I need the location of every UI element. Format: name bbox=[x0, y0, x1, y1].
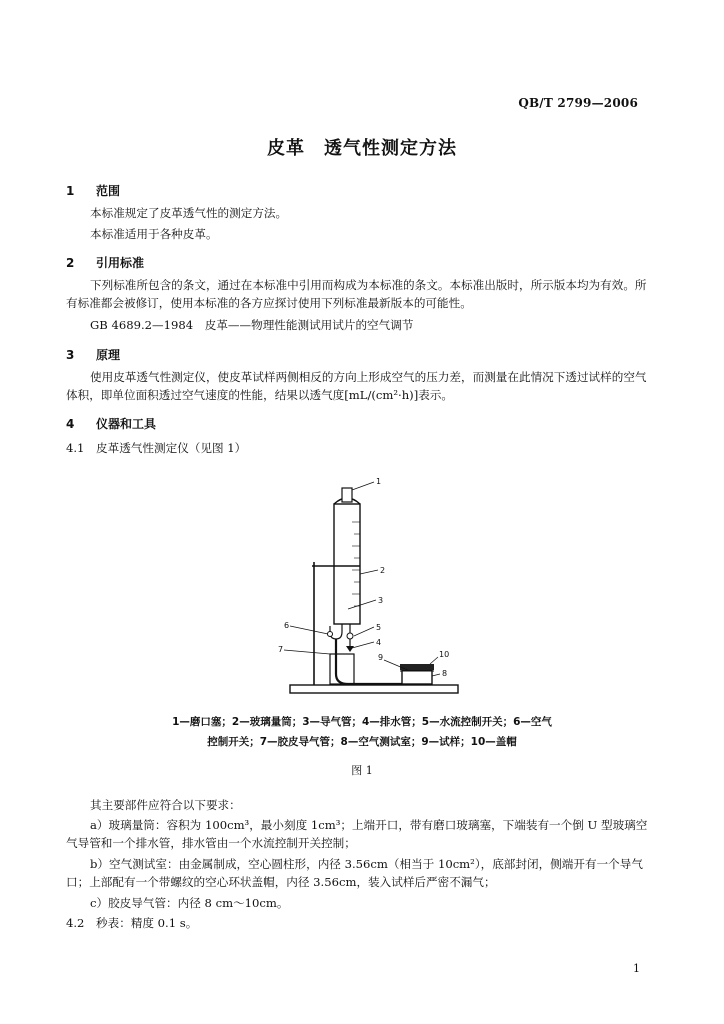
requirement-b: b）空气测试室：由金属制成，空心圆柱形，内径 3.56cm（相当于 10cm²），底部封闭，侧端开有一个导气口；上部配有一个带螺纹的空心环状盖帽，内径 3.56cm，装入试样后严密不漏气； bbox=[66, 857, 643, 889]
requirement-c: c）胶皮导气管：内径 8 cm～10cm。 bbox=[90, 896, 289, 910]
drain-nozzle bbox=[346, 646, 354, 652]
leader-lines bbox=[284, 482, 440, 676]
section-3-heading bbox=[66, 346, 120, 363]
section-2-heading bbox=[66, 254, 144, 271]
section-1-line-2: 本标准适用于各种皮革。 bbox=[90, 227, 218, 241]
callout-8: 8 bbox=[442, 669, 448, 678]
ground-stopper bbox=[342, 488, 352, 502]
rubber-air-tube bbox=[336, 639, 402, 684]
page-number: 1 bbox=[633, 962, 640, 975]
callout-2: 2 bbox=[380, 566, 386, 575]
section-1-title: 范围 bbox=[96, 184, 121, 198]
base-plate bbox=[290, 685, 458, 693]
callout-7: 7 bbox=[278, 645, 284, 654]
requirements-intro: 其主要部件应符合以下要求： bbox=[90, 798, 241, 812]
figure-caption-line-2: 控制开关；7—胶皮导气管；8—空气测试室；9—试样；10—盖帽 bbox=[207, 736, 517, 748]
callout-6: 6 bbox=[284, 621, 290, 630]
standard-code: QB/T 2799—2006 bbox=[518, 96, 638, 110]
callout-10: 10 bbox=[439, 650, 450, 659]
callout-4: 4 bbox=[376, 638, 382, 647]
section-2-paragraph: 下列标准所包含的条文，通过在本标准中引用而构成为本标准的条文。本标准出版时，所示版本均为有效。所有标准都会被修订，使用本标准的各方应探讨使用下列标准最新版本的可能性。 bbox=[66, 278, 647, 310]
section-3-title: 原理 bbox=[96, 348, 121, 362]
callout-5: 5 bbox=[376, 623, 382, 632]
air-guide-tube bbox=[330, 624, 342, 639]
apparatus-diagram bbox=[270, 474, 470, 704]
document-title: 皮革 透气性测定方法 bbox=[267, 138, 457, 159]
callout-9: 9 bbox=[378, 653, 384, 662]
callout-1: 1 bbox=[376, 477, 382, 486]
subsection-4-1: 4.1 皮革透气性测定仪（见图 1） bbox=[66, 441, 247, 455]
subsection-4-2: 4.2 秒表：精度 0.1 s。 bbox=[66, 916, 198, 930]
section-3-number: 3 bbox=[66, 348, 75, 362]
section-2-reference: GB 4689.2—1984 皮革——物理性能测试用试片的空气调节 bbox=[90, 318, 414, 332]
section-1-heading bbox=[66, 182, 120, 199]
section-4-title: 仪器和工具 bbox=[96, 417, 157, 431]
air-control-switch bbox=[328, 632, 333, 637]
figure-caption-line-1: 1—磨口塞；2—玻璃量筒；3—导气管；4—排水管；5—水流控制开关；6—空气 bbox=[172, 716, 552, 728]
graduation-marks bbox=[352, 522, 360, 606]
figure-label: 图 1 bbox=[351, 764, 373, 777]
section-2-number: 2 bbox=[66, 256, 75, 270]
section-1-number: 1 bbox=[66, 184, 75, 198]
callout-3: 3 bbox=[378, 596, 384, 605]
section-2-title: 引用标准 bbox=[96, 256, 145, 270]
section-1-line-1: 本标准规定了皮革透气性的测定方法。 bbox=[90, 206, 288, 220]
section-4-number: 4 bbox=[66, 417, 75, 431]
requirement-a: a）玻璃量筒：容积为 100cm³，最小刻度 1cm³；上端开口，带有磨口玻璃塞，下端装有一个倒 U 型玻璃空气导管和一个排水管，排水管由一个水流控制开关控制； bbox=[66, 818, 648, 850]
water-flow-valve bbox=[347, 633, 353, 639]
section-3-paragraph: 使用皮革透气性测定仪，使皮革试样两侧相反的方向上形成空气的压力差，而测量在此情况下透过试样的空气体积，即单位面积透过空气速度的性能，结果以透气度[mL/(cm²·h)]表示。 bbox=[66, 370, 647, 402]
beaker bbox=[330, 654, 354, 684]
air-test-chamber bbox=[402, 670, 432, 684]
section-4-heading bbox=[66, 415, 156, 432]
